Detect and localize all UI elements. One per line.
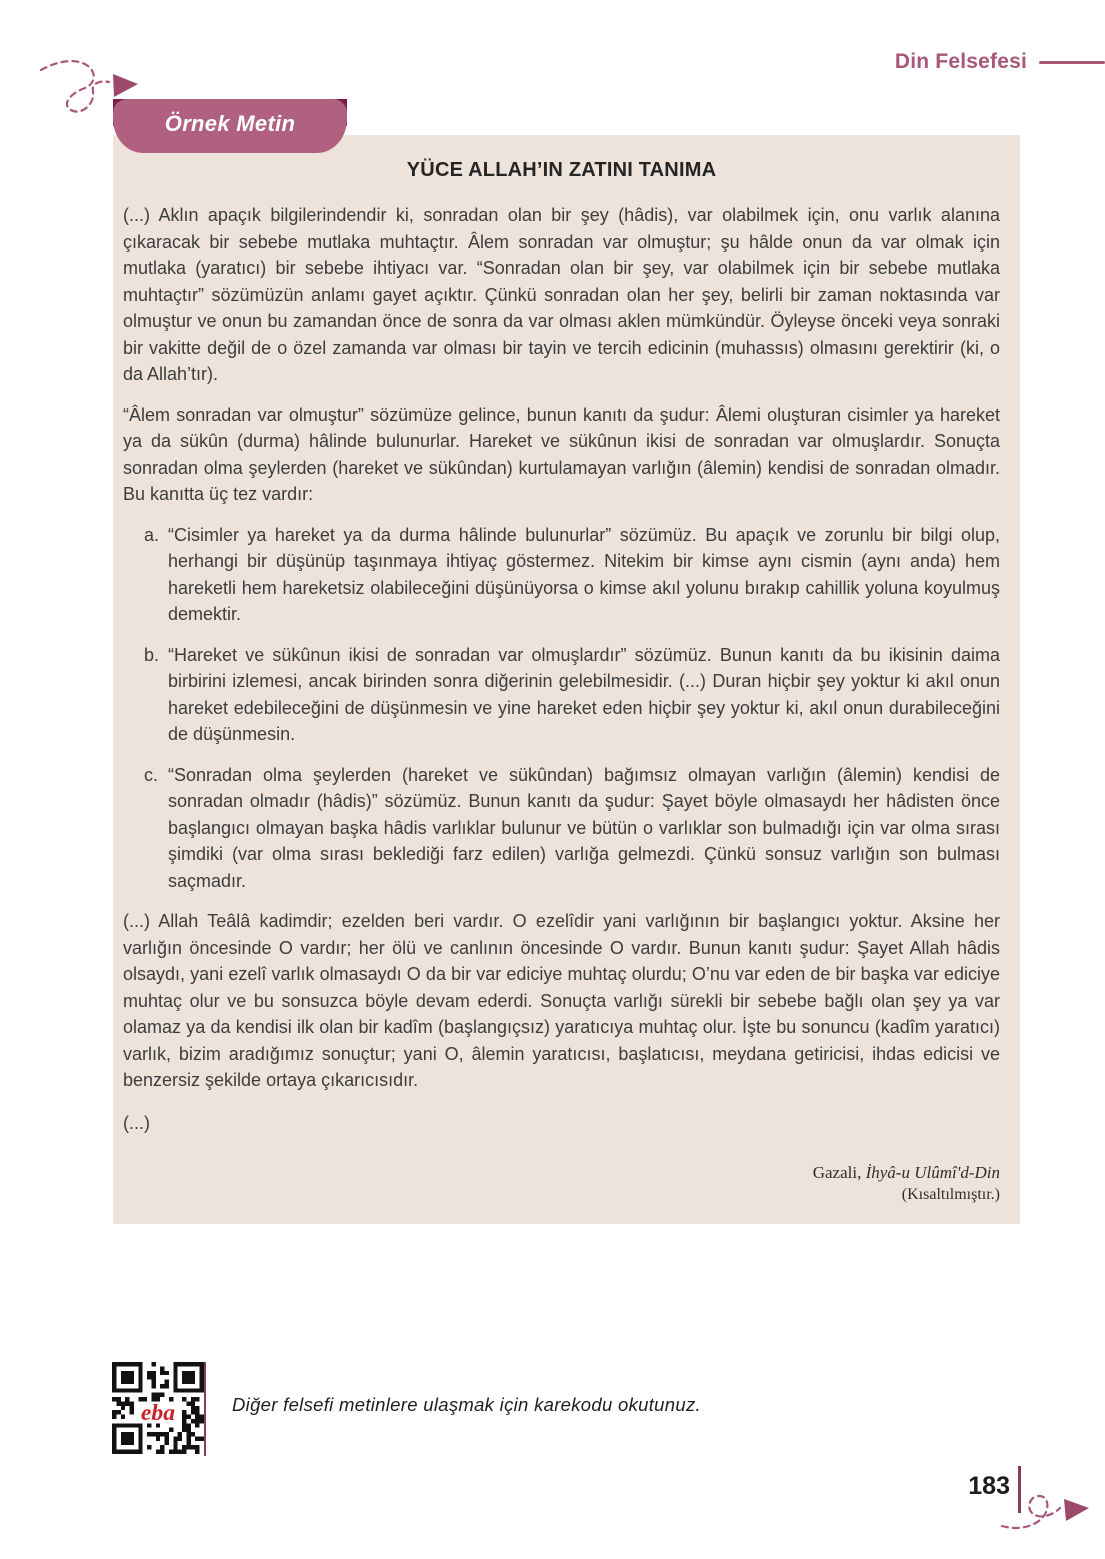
list-marker: c. (144, 764, 159, 785)
paragraph-1: (...) Aklın apaçık bilgilerindendir ki, sonradan olan bir şey (hâdis), var olabilmek için, onu varlık alanına çıkaracak bir sebebe mutlaka muhtaçtır. Âlem sonradan var olmuştur; şu hâlde onun da var olmak için mutlaka (yaratıcı) bir sebebe ihtiyacı var. “Sonradan olan bir şey, var olabilmek için bir sebebe mutlaka muhtaçtır” sözümüzün anlamı gayet açıktır. Çünkü sonradan olan her şey, belirli bir zaman noktasında var olmuştur ve onun bu zamandan önce de sonra da var olması aklen mümkündür. Öyleyse önceki veya sonraki bir vakitte değil de o özel zamanda var olması bir tayin ve tercih edicinin (muhassıs) olmasını gerektirir (ki, o da Allah’tır). (123, 205, 1000, 384)
svg-text:eba: eba (140, 1399, 176, 1426)
list-marker: b. (144, 644, 160, 665)
example-text-tab (113, 99, 347, 153)
paragraph-3: (...) Allah Teâlâ kadimdir; ezelden beri vardır. O ezelîdir yani varlığının bir başlangıcı yoktur. Aksine her varlığın öncesinde O vardır; her ölü ve canlının öncesinde O vardır. Bunun kanıtı şudur: Şayet Allah hâdis olsaydı, yani ezelî varlık olmasaydı O da bir var ediciye muhtaç olurdu; O’nu var eden de bir başka var ediciye muhtaç olur ve bu sonsuzca böyle devam ederdi. Sonuçta varlığı sürekli bir sebebe bağlı olan şey ya var olamaz ya da kendisi ilk olan bir kadîm (başlangıçsız) yaratıcıya muhtaç olur. İşte bu sonuncu (kadîm yaratıcı) varlık, bizim aradığımız sonuçtur; yani O, âlemin yaratıcısı, başlatıcısı, meydana getiricisi, ihdas edicisi ve benzersiz şekilde ortaya çıkarıcısıdır. (123, 911, 1000, 1090)
list-marker: a. (144, 524, 160, 545)
list-text: “Hareket ve sükûnun ikisi de sonradan var olmuşlardır” sözümüz. Bunun kanıtı da bu ikisinin daima birbirini izlemesi, ancak birinden sonra diğerinin gelebilmesidir. (...) Duran hiçbir şey yoktur ki akıl onun hareket edebileceğini de düşünmesin ve yine hareket eden hiçbir şey yoktur ki, akıl onun durabileceğini de düşünmesin. (168, 644, 1000, 744)
list-item-b (144, 642, 1000, 748)
box-title: YÜCE ALLAH’IN ZATINI TANIMA (406, 159, 717, 181)
qr-code (112, 1362, 204, 1454)
page-number: 183 (968, 1472, 1010, 1500)
arrowhead-icon (113, 74, 138, 97)
tab-body (113, 99, 347, 153)
qr-block (112, 1356, 204, 1460)
example-text-box (113, 111, 1020, 1224)
paragraph-2: “Âlem sonradan var olmuştur” sözümüze gelince, bunun kanıtı da şudur: Âlemi oluşturan cisimler ya hareket ya da sükûn (durma) hâlinde bulunurlar. Hareket ve sükûnun ikisi de sonradan var olmuşlardır. Sonuçta sonradan olma şeylerden (hareket ve sükûndan) kurtulamayan varlığın (âlemin) kendisi de sonradan olmadır. Bu kanıtta üç tez vardır: (123, 404, 1000, 504)
attribution-work-title: İhyâ-u Ulûmî'd-Din (865, 1163, 1000, 1182)
list-item-c (144, 762, 1000, 895)
chapter-header (895, 50, 1105, 74)
tab-label: Örnek Metin (164, 111, 296, 136)
paragraph-ellipsis: (...) (123, 1112, 150, 1133)
chapter-label: Din Felsefesi (894, 50, 1027, 73)
attribution-note: (Kısaltılmıştır.) (901, 1186, 1000, 1203)
list-text: “Sonradan olma şeylerden (hareket ve sükûndan) bağımsız olmayan varlığın (âlemin) kendisi de sonradan olmadır (hâdis)” sözümüz. Bunun kanıtı da şudur: Şayet böyle olmasaydı her hâdisten önce başlangıcı olmayan başka hâdis varlıklar bulunur ve bütün o varlıklar son bulmadığı için var olma sırası şimdiki (var olma sırası beklediği farz edilen) varlığa gelmezdi. Çünkü sonsuz varlığın son bulması saçmadır. (168, 764, 1000, 891)
list-item-a (144, 522, 1000, 628)
chapter-rule (1039, 61, 1105, 64)
attribution (123, 1162, 1000, 1206)
qr-caption-divider (204, 1362, 206, 1456)
arrowhead-icon (1064, 1499, 1089, 1521)
list-text: “Cisimler ya hareket ya da durma hâlinde bulunurlar” sözümüz. Bu apaçık ve zorunlu bir bilgi olup, herhangi bir düşünüp taşınmaya ihtiyaç göstermez. Nitekim bir kimse aynı cismin (aynı anda) hem hareketli hem hareketsiz olabileceğini düşünüyorsa o kimse akıl yolunu bırakıp cahillik yoluna koyulmuş demektir. (168, 524, 1000, 624)
dashed-arrow-doodle-bottom (998, 1472, 1104, 1534)
qr-caption: Diğer felsefi metinlere ulaşmak için karekodu okutunuz. (232, 1394, 701, 1415)
attribution-author: Gazali, (812, 1163, 866, 1182)
